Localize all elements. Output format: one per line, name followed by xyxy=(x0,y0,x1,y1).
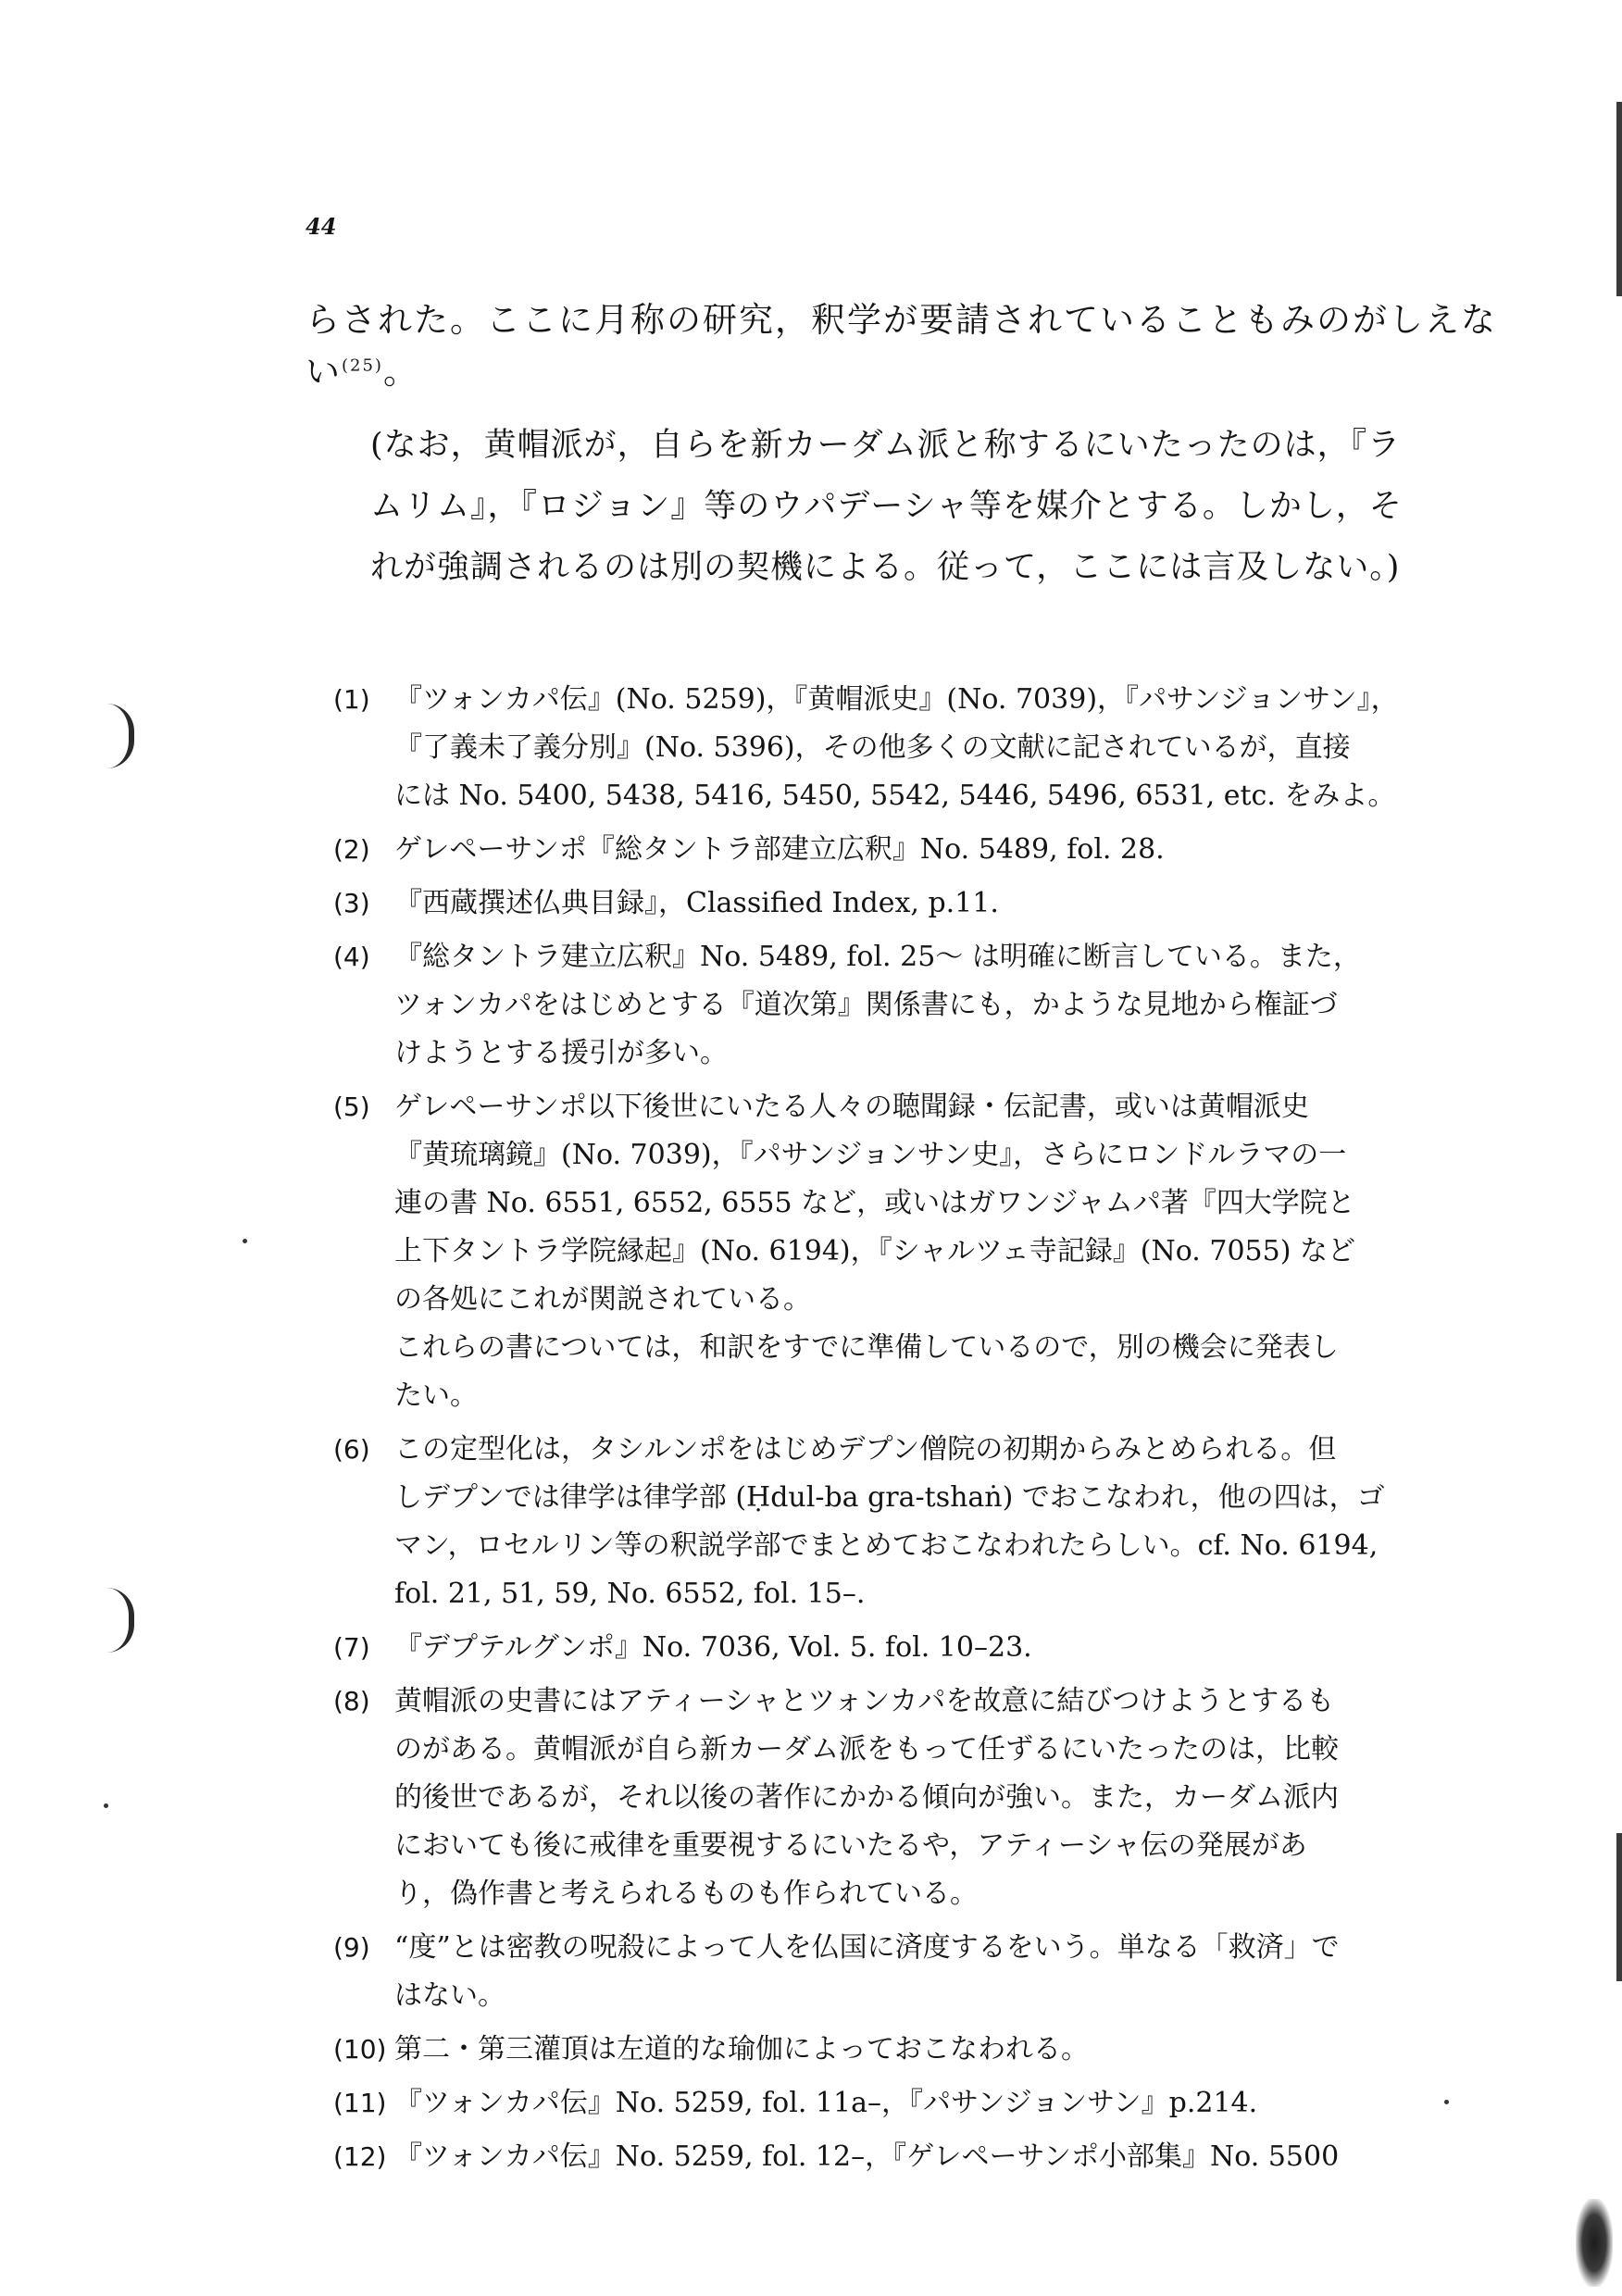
footnote-line: 上下タントラ学院縁起』(No. 6194)，『シャルツェ寺記録』(No. 7055) など xyxy=(394,1235,1355,1267)
page-number: 44 xyxy=(306,213,337,240)
footnote xyxy=(333,676,1454,820)
footnotes-list xyxy=(333,676,1454,2187)
footnote-line: “度”とは密教の呪殺によって人を仏国に済度するをいう。単なる「救済」で xyxy=(394,1931,1340,1964)
footnote xyxy=(333,1624,1454,1672)
body-line: らされた。ここに月称の研究，釈学が要請されていることもみのがしえな xyxy=(306,300,1497,340)
aside-line: ムリム』，『ロジョン』等のウパデーシャ等を媒介とする。しかし，そ xyxy=(370,488,1403,525)
scan-corner-blot xyxy=(1576,2199,1613,2287)
footnote xyxy=(333,1678,1454,1918)
scan-edge-shadow xyxy=(1616,102,1622,296)
footnote-line: マン，ロセルリン等の釈説学部でまとめておこなわれたらしい。cf. No. 6194, xyxy=(394,1529,1379,1562)
scan-speck xyxy=(1444,2100,1449,2104)
parenthetical-aside xyxy=(370,415,1454,598)
footnote xyxy=(333,1083,1454,1420)
aside-line: れが強調されるのは別の契機による。従って，ここには言及しない。) xyxy=(370,549,1401,586)
footnote-line: 『ツォンカパ伝』(No. 5259)，『黄帽派史』(No. 7039)，『パサンジョンサン』， xyxy=(394,683,1399,716)
footnote-line: 『ツォンカパ伝』No. 5259, fol. 12–，『ゲレペーサンポ小部集』No. 5500 xyxy=(394,2140,1340,2173)
note-reference-superscript: (25) xyxy=(342,356,383,376)
body-line-text: い xyxy=(306,352,342,392)
body-line-tail: 。 xyxy=(382,352,419,392)
footnote-number: (2) xyxy=(333,834,370,865)
footnote-line: これらの書については，和訳をすでに準備しているので，別の機会に発表し xyxy=(394,1331,1339,1364)
footnote-line: 『ツォンカパ伝』No. 5259, fol. 11a–，『パサンジョンサン』p.214. xyxy=(394,2087,1258,2119)
footnote-line: この定型化は，タシルンポをはじめデプン僧院の初期からみとめられる。但 xyxy=(394,1433,1337,1466)
footnote-line: たい。 xyxy=(394,1379,478,1412)
footnote-line: 黄帽派の史書にはアティーシャとツォンカパを故意に結びつけようとするも xyxy=(394,1685,1335,1717)
aside-line: (なお，黄帽派が，自らを新カーダム派と称するにいたったのは，『ラ xyxy=(370,427,1402,464)
footnote-line: 連の書 No. 6551, 6552, 6555 など，或いはガワンジャムパ著『四大学院と xyxy=(394,1187,1355,1219)
footnote-line: り，偽作書と考えられるものも作られている。 xyxy=(394,1878,978,1910)
footnote-line: 『黄琉璃鏡』(No. 7039)，『パサンジョンサン史』，さらにロンドルラマの一 xyxy=(394,1139,1347,1171)
footnote xyxy=(333,880,1454,928)
footnote xyxy=(333,933,1454,1078)
footnote-line: しデプンでは律学は律学部 (Ḥdul-ba gra-tshaṅ) でおこなわれ，他の四は，ゴ xyxy=(394,1481,1385,1514)
footnote-number: (6) xyxy=(333,1434,370,1465)
footnote-line: には No. 5400, 5438, 5416, 5450, 5542, 5446, 5496, 6531, etc. をみよ。 xyxy=(394,780,1396,812)
footnote-line: ゲレペーサンポ以下後世にいたる人々の聴聞録・伝記書，或いは黄帽派史 xyxy=(394,1091,1309,1123)
footnote-line: のがある。黄帽派が自ら新カーダム派をもって任ずるにいたったのは，比較 xyxy=(394,1733,1339,1766)
footnote xyxy=(333,1924,1454,2020)
footnote-line: 『了義未了義分別』(No. 5396)，その他多くの文献に記されているが，直接 xyxy=(394,731,1351,764)
footnote-line: 的後世であるが，それ以後の著作にかかる傾向が強い。また，カーダム派内 xyxy=(394,1781,1339,1814)
binding-hole-mark xyxy=(106,1588,134,1653)
footnote-number: (5) xyxy=(333,1092,370,1122)
footnote-line: 『総タントラ建立広釈』No. 5489, fol. 25〜 は明確に断言している。また， xyxy=(394,941,1361,973)
body-paragraph xyxy=(306,294,1497,398)
footnote-line: ゲレペーサンポ『総タントラ部建立広釈』No. 5489, fol. 28. xyxy=(394,833,1165,866)
footnote-number: (4) xyxy=(333,942,370,972)
footnote-line: けようとする援引が多い。 xyxy=(394,1037,728,1069)
footnote-number: (12) xyxy=(333,2141,387,2172)
footnote-line: 『デプテルグンポ』No. 7036, Vol. 5. fol. 10–23. xyxy=(394,1631,1032,1664)
footnote-line: においても後に戒律を重要視するにいたるや，アティーシャ伝の発展があ xyxy=(394,1829,1307,1862)
footnote-line: fol. 21, 51, 59, No. 6552, fol. 15–. xyxy=(394,1578,866,1610)
footnote-number: (11) xyxy=(333,2088,387,2118)
footnote-line: はない。 xyxy=(394,1979,505,2012)
footnote-line: 第二・第三灌頂は左道的な瑜伽によっておこなわれる。 xyxy=(394,2033,1089,2065)
footnote-number: (8) xyxy=(333,1686,370,1716)
scan-speck xyxy=(104,1803,108,1808)
scan-edge-shadow xyxy=(1616,1833,1622,1981)
footnote-number: (3) xyxy=(333,888,370,918)
footnote xyxy=(333,1426,1454,1618)
footnote-line: ツォンカパをはじめとする『道次第』関係書にも，かような見地から権証づ xyxy=(394,989,1338,1021)
footnote-number: (7) xyxy=(333,1632,370,1663)
footnote xyxy=(333,2133,1454,2181)
footnote xyxy=(333,826,1454,874)
footnote-line: 『西蔵撰述仏典目録』，Classified Index, p.11. xyxy=(394,887,999,919)
footnote xyxy=(333,2026,1454,2074)
footnote-number: (1) xyxy=(333,684,370,715)
binding-hole-mark xyxy=(106,704,134,768)
footnote xyxy=(333,2079,1454,2128)
scan-speck xyxy=(243,1239,247,1243)
footnote-line: の各処にこれが関説されている。 xyxy=(394,1283,811,1316)
footnote-number: (10) xyxy=(333,2034,387,2065)
footnote-number: (9) xyxy=(333,1932,370,1963)
body-line-with-note-ref xyxy=(306,346,1454,398)
